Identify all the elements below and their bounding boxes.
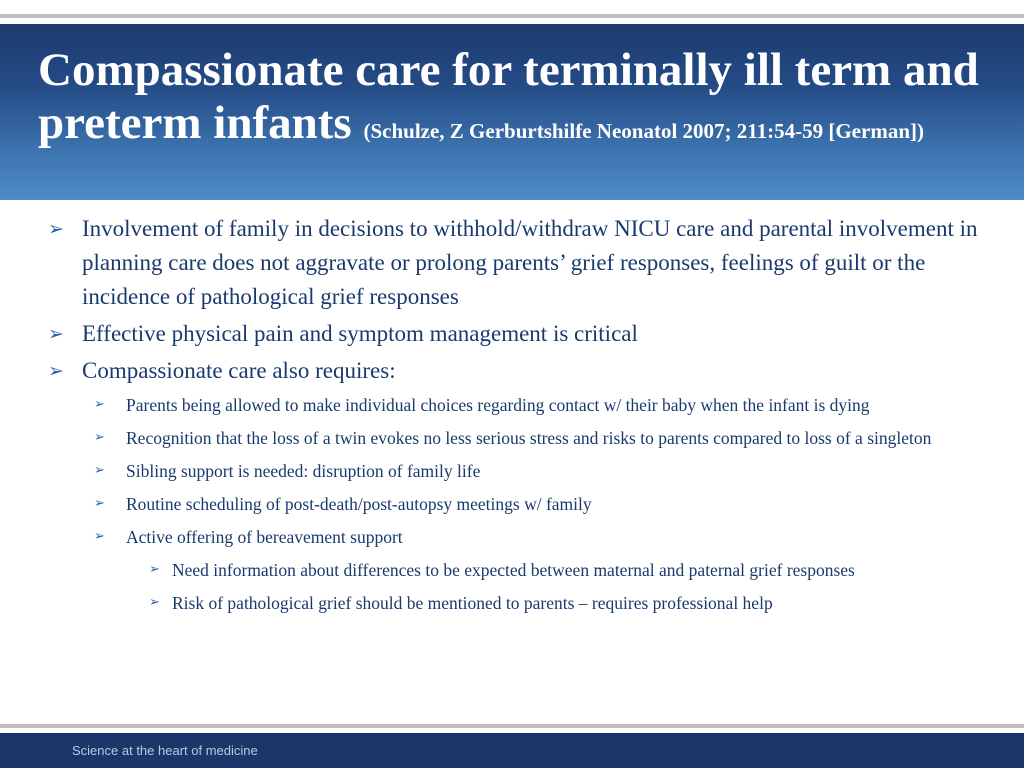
title-text: Compassionate care for terminally ill term and preterm infants	[38, 44, 979, 149]
footer-tagline: Science at the heart of medicine	[72, 743, 258, 758]
bullet-item	[48, 317, 1008, 351]
bullet-text: Compassionate care also requires:	[82, 358, 396, 383]
arrow-bullet-icon: ➢	[94, 397, 105, 412]
bullet-text: Effective physical pain and symptom management is critical	[82, 321, 638, 346]
footer-bar	[0, 733, 1024, 768]
arrow-bullet-icon: ➢	[94, 529, 105, 544]
bullet-item	[48, 212, 1008, 314]
arrow-bullet-icon: ➢	[48, 360, 64, 382]
sub-bullet-text: Parents being allowed to make individual choices regarding contact w/ their baby when the infant is dying	[126, 395, 870, 415]
sub-sub-bullet-item	[149, 589, 1008, 617]
bullet-text: Involvement of family in decisions to withhold/withdraw NICU care and parental involvement in planning care does not aggravate or prolong parents’ grief responses, feelings of guilt or the incidence of pathological grief responses	[82, 216, 978, 309]
arrow-bullet-icon: ➢	[94, 463, 105, 478]
sub-bullet-text: Routine scheduling of post-death/post-autopsy meetings w/ family	[126, 494, 592, 514]
sub-bullet-item	[94, 523, 1008, 551]
bullet-list	[48, 212, 1008, 617]
sub-bullet-item	[94, 391, 1008, 419]
sub-bullet-text: Sibling support is needed: disruption of family life	[126, 461, 481, 481]
sub-sub-bullet-item	[149, 556, 1008, 584]
sub-sub-bullet-text: Risk of pathological grief should be mentioned to parents – requires professional help	[172, 593, 773, 613]
sub-bullet-item	[94, 424, 1008, 452]
arrow-bullet-icon: ➢	[149, 562, 160, 577]
sub-bullet-item	[94, 457, 1008, 485]
bottom-divider	[0, 724, 1024, 728]
sub-bullet-text: Active offering of bereavement support	[126, 527, 403, 547]
arrow-bullet-icon: ➢	[94, 496, 105, 511]
top-divider	[0, 14, 1024, 18]
slide-body	[48, 212, 1008, 622]
arrow-bullet-icon: ➢	[48, 323, 64, 345]
bullet-item	[48, 354, 1008, 388]
title-citation: (Schulze, Z Gerburtshilfe Neonatol 2007; 211:54-59 [German])	[363, 119, 924, 143]
sub-bullet-text: Recognition that the loss of a twin evokes no less serious stress and risks to parents compared to loss of a singleton	[126, 428, 932, 448]
arrow-bullet-icon: ➢	[48, 218, 64, 240]
sub-bullet-item	[94, 490, 1008, 518]
sub-sub-bullet-text: Need information about differences to be expected between maternal and paternal grief responses	[172, 560, 855, 580]
arrow-bullet-icon: ➢	[149, 595, 160, 610]
arrow-bullet-icon: ➢	[94, 430, 105, 445]
title-banner	[0, 24, 1024, 200]
slide-title	[38, 44, 986, 150]
